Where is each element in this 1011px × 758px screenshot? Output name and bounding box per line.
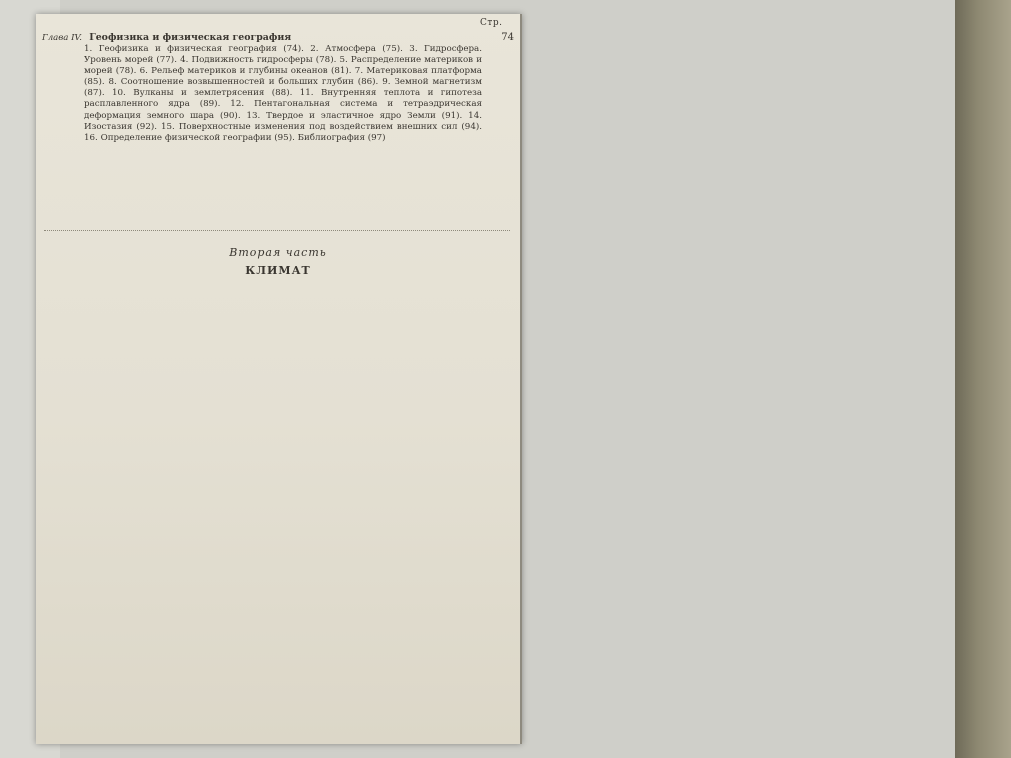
divider bbox=[44, 230, 510, 231]
chapter-page: 74 bbox=[501, 32, 514, 43]
part-title: Вторая часть bbox=[229, 246, 327, 259]
book-cover-edge bbox=[955, 0, 1011, 758]
left-page bbox=[36, 14, 522, 744]
part-subtitle: КЛИМАТ bbox=[245, 264, 311, 277]
page-header-str: Стр. bbox=[480, 18, 503, 28]
chapter-heading bbox=[42, 32, 514, 44]
chapter-contents: 1. Геофизика и физическая география (74). 2. Атмосфера (75). 3. Гидросфера. Уровень морей (77). 4. Подвижность гидросферы (78). 5. Распределение материков и морей (78). 6. Рельеф материков и глубины океанов (81). 7. Материковая платформа (85). 8. Соотношение возвышенностей и больших глубин (86). 9. Земной магнетизм (87). 10. Вулканы и землетрясения (88). 11. Внутренняя теплота и гипотеза расплавленного ядра (89). 12. Пентагональная система и тетраэдрическая деформация земного шара (90). 13. Твердое и эластичное ядро Земли (91). 14. Изостазия (92). 15. Поверхностные изменения под воздействием внешних сил (94). 16. Определение физической географии (95). Библиография (97) bbox=[84, 44, 482, 143]
chapter-label: Глава IV. bbox=[42, 33, 82, 43]
chapter-title: Геофизика и физическая география bbox=[89, 32, 292, 43]
chapter-entry bbox=[42, 32, 514, 178]
